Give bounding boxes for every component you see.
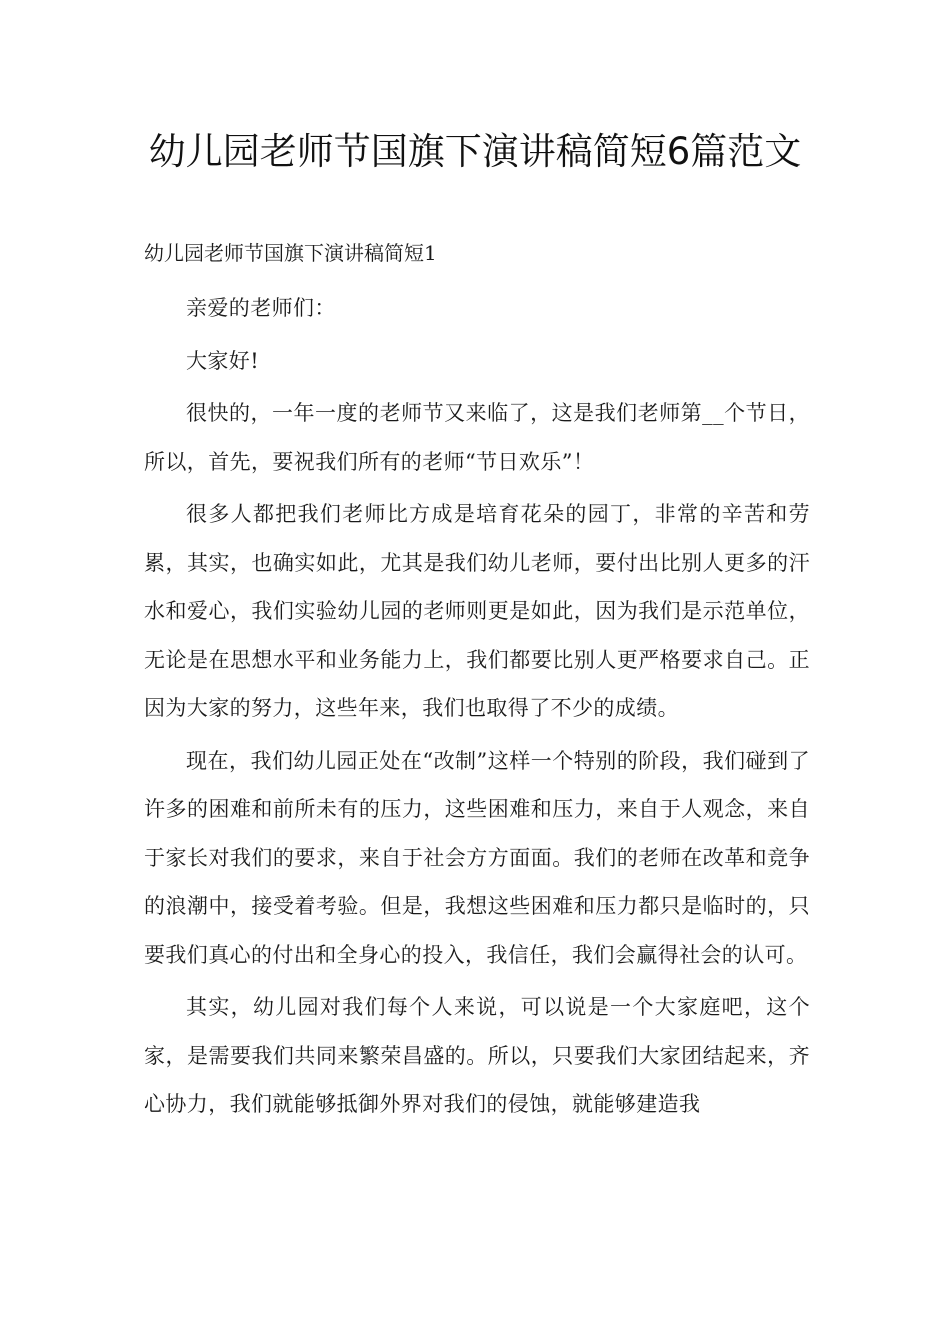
paragraph: 很快的，一年一度的老师节又来临了，这是我们老师第__个节日，所以，首先，要祝我们所有的老师“节日欢乐”！ [144,401,810,474]
paragraph: 很多人都把我们老师比方成是培育花朵的园丁，非常的辛苦和劳累，其实，也确实如此，尤其是我们幼儿老师，要付出比别人更多的汗水和爱心，我们实验幼儿园的老师则更是如此，因为我们是示范单位，无论是在思想水平和业务能力上，我们都要比别人更严格要求自己。正因为大家的努力，这些年来，我们也取得了不少的成绩。 [144,502,810,720]
section-heading: 幼儿园老师节国旗下演讲稿简短1 [144,241,437,265]
document-title: 幼儿园老师节国旗下演讲稿简短6篇范文 [148,130,802,173]
paragraph: 现在，我们幼儿园正处在“改制”这样一个特别的阶段，我们碰到了许多的困难和前所未有的压力，这些困难和压力，来自于人观念，来自于家长对我们的要求，来自于社会方方面面。我们的老师在改革和竞争的浪潮中，接受着考验。但是，我想这些困难和压力都只是临时的，只要我们真心的付出和全身心的投入，我信任，我们会赢得社会的认可。 [144,748,810,967]
paragraph: 其实，幼儿园对我们每个人来说，可以说是一个大家庭吧，这个家，是需要我们共同来繁荣昌盛的。所以，只要我们大家团结起来，齐心协力，我们就能够抵御外界对我们的侵蚀，就能够建造我 [144,995,810,1116]
document-body [144,284,810,1133]
paragraph-greeting: 亲爱的老师们： [186,296,336,320]
paragraph-hello: 大家好! [186,348,260,373]
